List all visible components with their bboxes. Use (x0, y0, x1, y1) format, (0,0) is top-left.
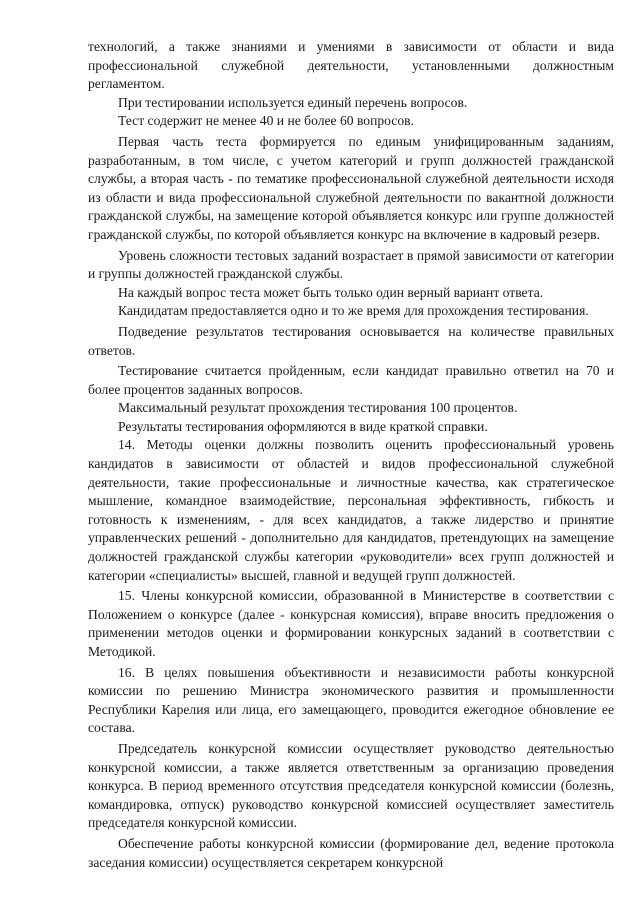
paragraph-chairman: Председатель конкурсной комиссии осуществляет руководство деятельностью конкурсной комиссии, а также является ответственным за организацию проведения конкурса. В период временного отсутствия председателя конкурсной комиссии (болезнь, командировка, отпуск) руководство конкурсной комиссией осуществляет заместитель председателя конкурсной комиссии. (88, 740, 614, 831)
paragraph-section-14: 14. Методы оценки должны позволить оценить профессиональный уровень кандидатов в зависимости от областей и видов профессиональной служебной деятельности, такие профессиональные и личностные качества, как стратегическое мышление, командное взаимодействие, персональная эффективность, гибкость и готовность к изменениям, - для всех кандидатов, а также лидерство и принятие управленческих решений - дополнительно для кандидатов, претендующих на замещение должностей гражданской службы категории «руководители» всех групп должностей и категории «специалисты» высшей, главной и ведущей групп должностей. (88, 437, 614, 583)
paragraph-section-15: 15. Члены конкурсной комиссии, образованной в Министерстве в соответствии с Положением о конкурсе (далее - конкурсная комиссия), вправе вносить предложения о применении методов оценки и формировании конкурсных заданий в соответствии с Методикой. (88, 588, 614, 659)
paragraph-single-question-list: При тестировании используется единый перечень вопросов. (118, 94, 468, 110)
paragraph-difficulty: Уровень сложности тестовых заданий возрастает в прямой зависимости от категории и группы должностей гражданской службы. (88, 247, 614, 282)
paragraph-pass-threshold: Тестирование считается пройденным, если кандидат правильно ответил на 70 и более процентов заданных вопросов. (88, 363, 614, 397)
paragraph-question-count: Тест содержит не менее 40 и не более 60 вопросов. (118, 113, 414, 129)
paragraph-equal-time: Кандидатам предоставляется одно и то же время для прохождения тестирования. (118, 303, 589, 319)
paragraph-secretary: Обеспечение работы конкурсной комиссии (формирование дел, ведение протокола заседания комиссии) осуществляется секретарем конкурсной (88, 835, 614, 870)
paragraph-results-report: Результаты тестирования оформляются в виде краткой справки. (118, 418, 488, 434)
paragraph-max-result: Максимальный результат прохождения тестирования 100 процентов. (118, 400, 518, 416)
paragraph-section-16: 16. В целях повышения объективности и независимости работы конкурсной комиссии по решению Министра экономического развития и промышленности Республики Карелия или лица, его замещающего, проводится ежегодное обновление ее состава. (88, 664, 614, 736)
paragraph-test-parts: Первая часть теста формируется по единым унифицированным заданиям, разработанным, в том числе, с учетом категорий и групп должностей гражданской службы, а вторая часть - по тематике профессиональной служебной деятельности исходя из области и вида профессиональной служебной деятельности по вакантной должности гражданской службы, на замещение которой объявляется конкурс или группе должностей гражданской службы, по которой объявляется конкурс на включение в кадровый резерв. (88, 133, 614, 242)
paragraph-single-answer: На каждый вопрос теста может быть только один верный вариант ответа. (118, 284, 544, 300)
paragraph-results-basis: Подведение результатов тестирования основывается на количестве правильных ответов. (88, 323, 614, 358)
document-page (88, 38, 614, 872)
paragraph-intro-continuation: технологий, а также знаниями и умениями в зависимости от области и вида профессиональной служебной деятельности, установленными должностным регламентом. (88, 39, 614, 92)
